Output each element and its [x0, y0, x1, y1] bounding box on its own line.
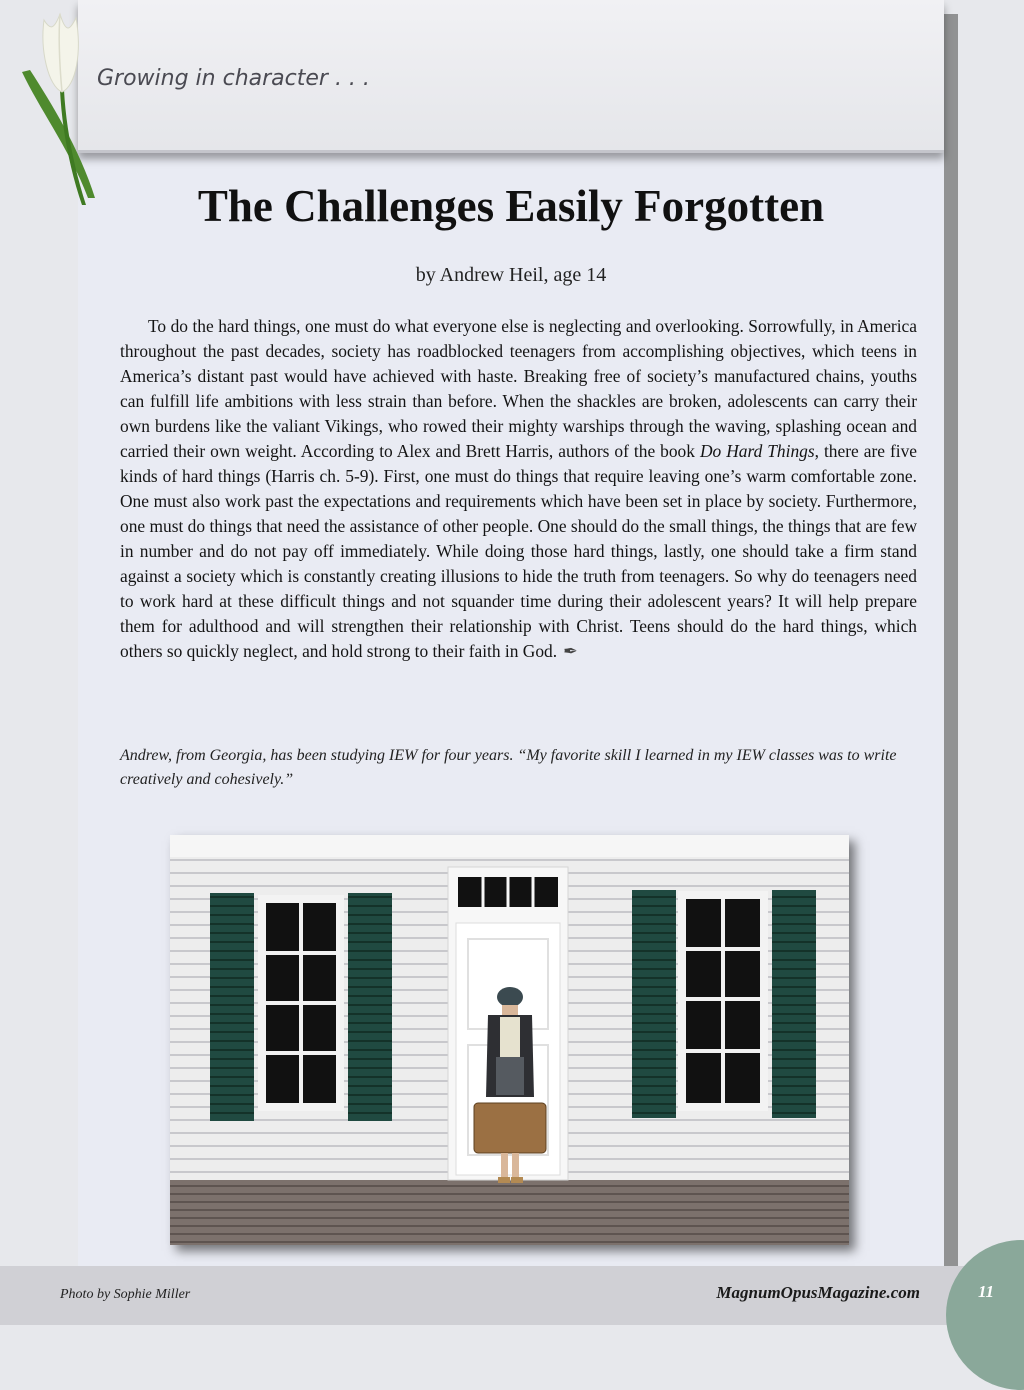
body-text-part-2: , there are five kinds of hard things (Harris ch. 5-9). First, one must do things that require leaving one’s warm comfortable zone. One must also work past the expectations and requirements which have been set in place by society. Furthermore, one must do things that need the assistance of other people. One should do the small things, the things that are few in number and do not pay off immediately. While doing those hard things, lastly, one should take a firm stand against a society which is constantly creating illusions to hide the truth from teenagers. So why do teenagers need to work hard at these difficult things and not squander time during their adolescent years? It will help prepare them for adulthood and will strengthen their relationship with Christ. Teens should do the hard things, which others so quickly neglect, and hold strong to their faith in God. — [120, 441, 917, 661]
page-number: 11 — [978, 1282, 995, 1301]
section-heading: Growing in character . . . — [97, 66, 370, 91]
article-byline: by Andrew Heil, age 14 — [415, 264, 607, 286]
author-bio: Andrew, from Georgia, has been studying IEW for four years. “My favorite skill I learned in my IEW classes was to write creatively and cohesively.” — [120, 747, 897, 788]
article-title: The Challenges Easily Forgotten — [197, 181, 825, 231]
body-text-part-1: To do the hard things, one must do what everyone else is neglecting and overlooking. Sorrowfully, in America throughout the past decades, society has roadblocked teenagers from accomplishing objectives, which teens in America’s distant past would have achieved with haste. Breaking free of society’s manufactured chains, youths can fulfill life ambitions with less strain than before. When the shackles are broken, adolescents can carry their own burdens like the valiant Vikings, who rowed their mighty warships through the waving, splashing ocean and carried their own weight. According to Alex and Brett Harris, authors of the book — [120, 316, 917, 461]
article-body — [120, 314, 917, 664]
tulip-icon — [0, 0, 110, 210]
article-photo — [170, 835, 849, 1245]
photo-credit: Photo by Sophie Miller — [60, 1287, 191, 1302]
house-photo-illustration — [170, 835, 849, 1245]
quill-pen-icon: ✒ — [563, 641, 578, 661]
website-link[interactable]: MagnumOpusMagazine.com — [716, 1283, 920, 1302]
book-title: Do Hard Things — [699, 441, 815, 461]
